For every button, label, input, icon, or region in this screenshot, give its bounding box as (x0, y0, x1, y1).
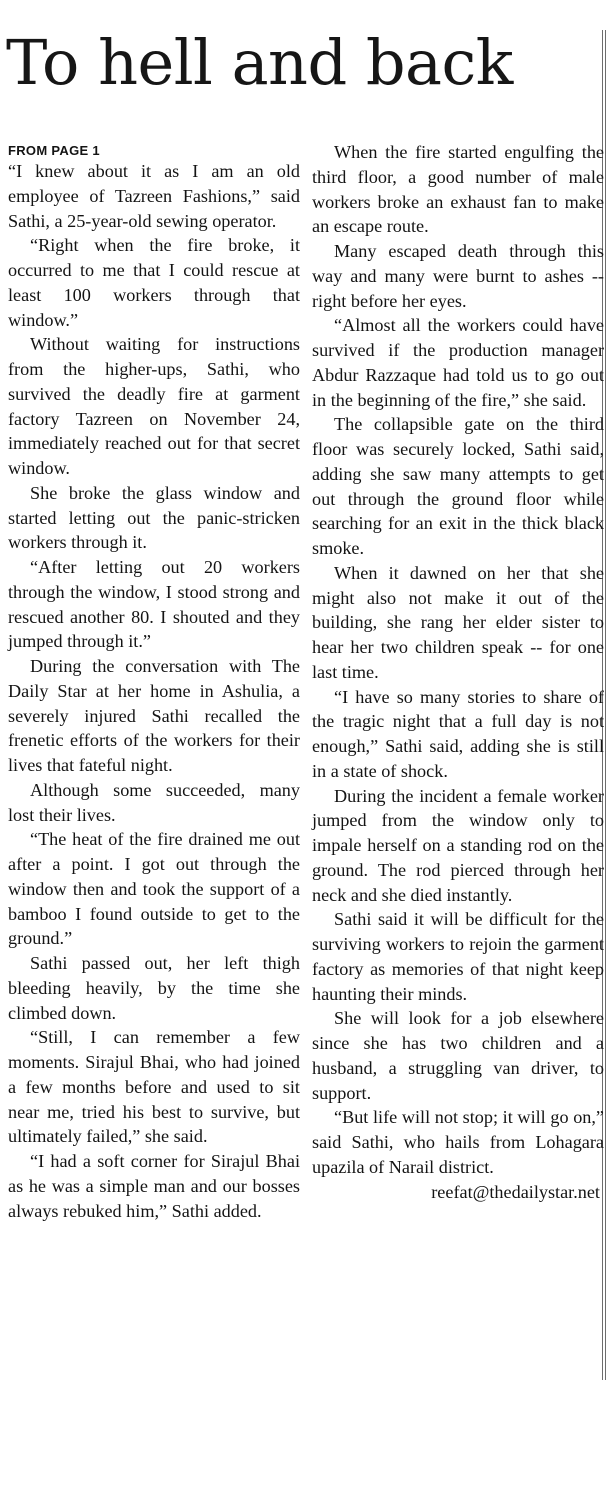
article-paragraph: She broke the glass window and started letting out the panic-stricken workers through it. (8, 482, 300, 553)
article-paragraph: Without waiting for instructions from the higher-ups, Sathi, who survived the deadly fire at garment factory Tazreen on November 24, immediately reached out for that secret window. (8, 334, 300, 478)
article-paragraph: “I knew about it as I am an old employee of Tazreen Fashions,” said Sathi, a 25-year-old sewing operator. (8, 161, 300, 231)
article-paragraph: “The heat of the fire drained me out after a point. I got out through the window then and took the support of a bamboo I found outside to get to the ground.” (8, 829, 300, 949)
article-paragraph: “Right when the fire broke, it occurred to me that I could rescue at least 100 workers through that window.” (8, 235, 300, 330)
article-headline: To hell and back (6, 26, 513, 99)
article-paragraph: Sathi said it will be difficult for the surviving workers to rejoin the garment factory as memories of that night keep haunting their minds. (312, 909, 604, 1004)
article-paragraph: When it dawned on her that she might also not make it out of the building, she rang her elder sister to hear her two children speak -- for one last time. (312, 562, 604, 682)
article-column-left (8, 140, 300, 1223)
author-email: reefat@thedailystar.net (431, 1181, 600, 1202)
article-paragraph: During the conversation with The Daily Star at her home in Ashulia, a severely injured Sathi recalled the frenetic efforts of the workers for their lives that fateful night. (8, 656, 300, 775)
article-paragraph: “Still, I can remember a few moments. Sirajul Bhai, who had joined a few months before and used to sit near me, tried his best to survive, but ultimately failed,” she said. (8, 1027, 300, 1147)
article-column-right (312, 140, 604, 1204)
article-paragraph: “But life will not stop; it will go on,” said Sathi, who hails from Lohagara upazila of Narail district. (312, 1107, 604, 1177)
article-paragraph: She will look for a job elsewhere since she has two children and a husband, a struggling van driver, to support. (312, 1008, 604, 1103)
article-paragraph: “Almost all the workers could have survived if the production manager Abdur Razzaque had told us to go out in the beginning of the fire,” she said. (312, 315, 604, 410)
article-paragraph: The collapsible gate on the third floor was securely locked, Sathi said, adding she saw many attempts to get out through the ground floor while searching for an exit in the thick black smoke. (312, 414, 604, 558)
article-paragraph: Although some succeeded, many lost their lives. (8, 779, 300, 825)
article-paragraph: “I have so many stories to share of the tragic night that a full day is not enough,” Sathi said, adding she is still in a state of shock. (312, 686, 604, 781)
article-paragraph: Sathi passed out, her left thigh bleeding heavily, by the time she climbed down. (8, 953, 300, 1023)
article-paragraph: “I had a soft corner for Sirajul Bhai as he was a simple man and our bosses always rebuked him,” Sathi added. (8, 1151, 300, 1221)
article-paragraph: “After letting out 20 workers through the window, I stood strong and rescued another 80. I shouted and they jumped through it.” (8, 557, 300, 652)
article-paragraph: Many escaped death through this way and many were burnt to ashes -- right before her eyes. (312, 241, 604, 311)
article-paragraph: When the fire started engulfing the third floor, a good number of male workers broke an exhaust fan to make an escape route. (312, 142, 604, 237)
article-paragraph: During the incident a female worker jumped from the window only to impale herself on a standing rod on the ground. The rod pierced through her neck and she died instantly. (312, 785, 604, 905)
continuation-kicker: FROM PAGE 1 (8, 143, 100, 158)
